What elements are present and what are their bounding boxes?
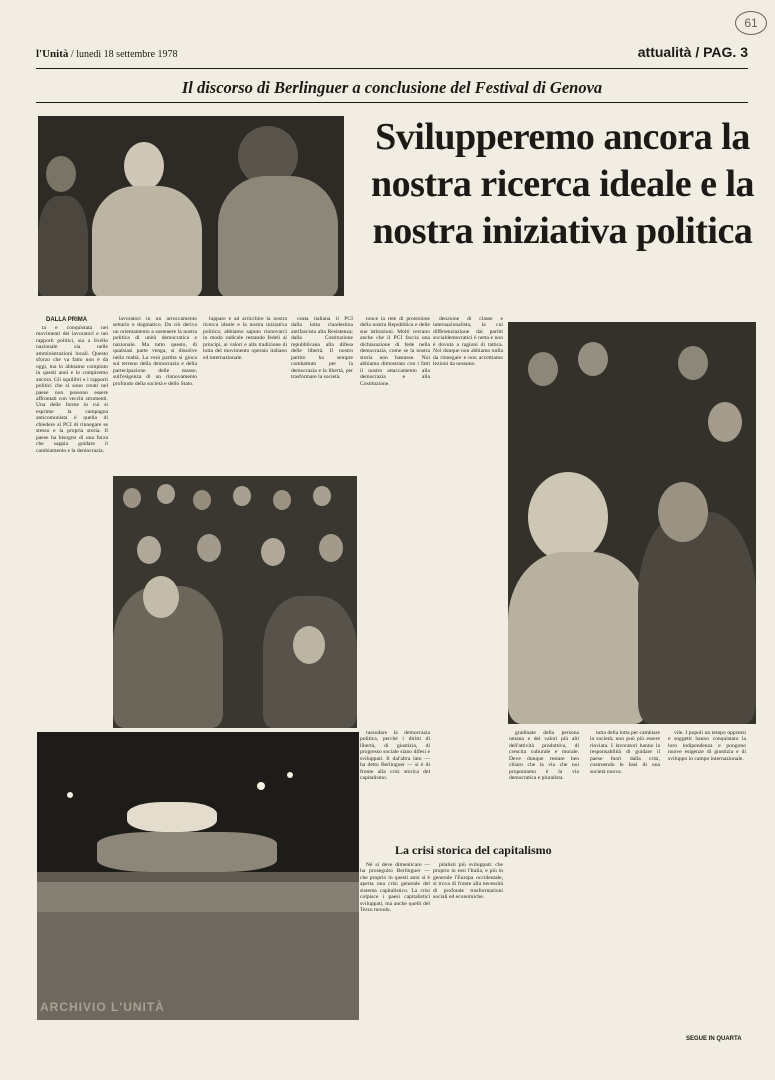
article-col-6 [433, 316, 503, 796]
photo-young-woman-singing [508, 322, 756, 724]
article-col-a [360, 730, 430, 830]
page-number: / PAG. 3 [695, 44, 748, 60]
masthead [36, 44, 748, 66]
kicker: Il discorso di Berlinguer a conclusione del Festival di Genova [181, 78, 603, 97]
photo-berlinguer-speaking [38, 116, 344, 296]
newspaper-name: l'Unità [36, 48, 69, 60]
photo-crowd-audience [113, 476, 357, 728]
article-col-2-text: lavoratori in un arroccamento settario e dogmatico. Da ciò deriva un orientamento a sostenere la nostra politica di unità democratica e nazionale. Ma tutto questo, di qualsiasi parte venga, si dissolve nella realtà. La vera partita si gioca sul terreno della democrazia e della partecipazione delle masse, sull'esigenza di un rinnovamento profondo della società e dello Stato. [113, 316, 197, 387]
dalla-prima-label: DALLA PRIMA [46, 317, 88, 323]
article-col-d-text: Né si deve dimenticare — ha proseguito Berlinguer — che proprio in questi anni si è aperta una crisi generale del sistema capitalistico. La crisi colpisce i paesi capitalistici sviluppati, ma anche quelli del Terzo mondo. [360, 862, 430, 914]
masthead-right [638, 44, 748, 60]
article-col-6-text: denzione di classe e internazionalista, la cui differenziazione dai partiti socialdemocratici è netta e non è dovuta a ragioni di tattica. Noi dunque non abbiamo nulla da rinnegare e non accettiamo lezioni da nessuno. [433, 316, 503, 368]
article-col-c-text: tutta della lotta per cambiare la società; non può più essere rinviata. I lavoratori hanno la responsabilità di guidare il paese fuori dalla crisi, costruendo le basi di una società nuova. [590, 730, 660, 775]
article-col-e-text: pitalisti più sviluppati: che proprio in essi l'Italia, e più in generale l'Europa occidentale, si trova di fronte alla necessità di profonde trasformazioni sociali ed economiche. [433, 862, 503, 901]
main-headline: Svilupperemo ancora la nostra ricerca ideale e la nostra iniziativa politica [370, 116, 755, 252]
article-col-1-text: ta e conquistata nei movimenti dei lavoratori e nei rapporti politici, sia a livello nazionale sia nelle amministrazioni locali. Questo sforzo che va fatto non è da oggi, ma lo abbiamo compiuto in questi anni e lo compiremo ancora. Gli squilibri e i rapporti politici che si sono creati nel paese non possono essere affrontati con vecchi strumenti. Una delle forme in cui si esprime la campagna anticomunista è quella di chiedere al PCI di rinnegare se stesso e la propria storia. Il paese ha bisogno di una forza che sappia guidare il cambiamento e la democrazia. [36, 325, 108, 454]
kicker-rule [36, 102, 748, 103]
archive-mark: 61 [735, 11, 767, 35]
article-col-3 [203, 316, 287, 474]
article-col-5 [360, 316, 430, 796]
masthead-rule [36, 68, 748, 69]
article-col-4 [291, 316, 353, 474]
article-col-a-text: rassodare la democrazia politica, perché i diritti di libertà, di giustizia, di progresso sociale siano difesi e sviluppati. Il dal'altra lato — ha detto Berlinguer — si è di fronte alla crisi storica del capitalismo. [360, 730, 430, 782]
issue-date: lunedì 18 settembre 1978 [76, 49, 178, 60]
archive-watermark: ARCHIVIO L'UNITÀ [40, 1000, 165, 1014]
article-col-4-text: ceata italiana il PCI dalla lotta clandestina antifascista alla Resistenza; dalla Costituzione repubblicana alla difesa delle libertà. Il nostro partito ha sempre combattuto per la democrazia e la libertà, per trasformare la società. [291, 316, 353, 381]
article-col-5-text: tonce la rete di protezione della nostra Repubblica e delle sue istituzioni. Molti cercano anche che il PCI faccia una dichiarazione di fede nella democrazia, come se la nostra storia non bastasse. Noi abbiamo dimostrato con i fatti il nostro attaccamento alla democrazia e alla Costituzione. [360, 316, 430, 387]
article-col-b-text: gradinate della persona umana e dei valori più alti dell'attività produttiva, di crescita culturale e morale. Deve dunque restare ben chiaro che la via che noi proponiamo è la via democratica e pluralista. [509, 730, 579, 782]
article-col-2 [113, 316, 197, 474]
article-col-c [590, 730, 660, 1036]
article-col-f [668, 730, 746, 1030]
article-col-1 [36, 325, 108, 735]
section-name: attualità [637, 44, 692, 60]
article-col-e [433, 862, 503, 1042]
article-col-3-text: luppare e ad arricchire la nostra ricerca ideale e la nostra iniziativa politica; abbiamo saputo rinnovarci in modo radicale restando fedeli ai principi, ai valori e alla tradizione di lotta del movimento operaio italiano ed internazionale. [203, 316, 287, 361]
photo-festival-night-view [37, 732, 359, 1020]
article-col-f-text: vile. I popoli un tempo oppressi e soggetti hanno conquistato la loro indipendenza e pongono nuove esigenze di giustizia e di sviluppo in campo internazionale. [668, 730, 746, 762]
subheading-crisis: La crisi storica del capitalismo [395, 843, 552, 857]
article-col-b [509, 730, 579, 1036]
article-col-d [360, 862, 430, 1042]
continued-label: SEGUE IN QUARTA [686, 1036, 742, 1042]
masthead-left: l'Unità / lunedì 18 settembre 1978 [36, 48, 178, 60]
